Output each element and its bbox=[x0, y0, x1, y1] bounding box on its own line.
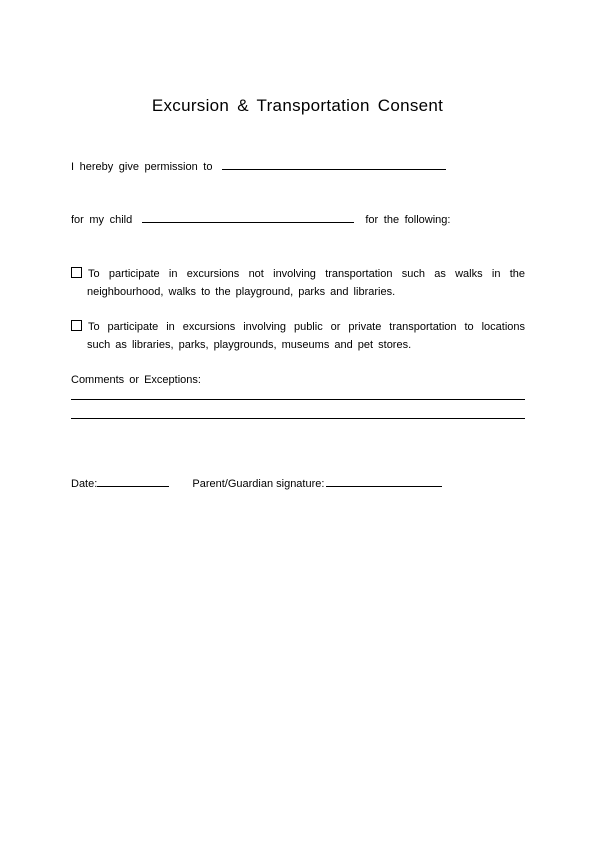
signature-row bbox=[71, 478, 442, 490]
option-with-transportation bbox=[71, 318, 525, 354]
child-suffix-text: for the following: bbox=[365, 214, 451, 226]
comments-label: Comments or Exceptions: bbox=[71, 374, 201, 386]
permission-text: I hereby give permission to bbox=[71, 161, 213, 173]
child-prefix-text: for my child bbox=[71, 214, 133, 226]
date-label: Date: bbox=[71, 478, 98, 490]
option-2-line-1: To participate in excursions involving public or private transportation to locations bbox=[88, 321, 525, 333]
option-2-line-2: such as libraries, parks, playgrounds, museums and pet stores. bbox=[87, 339, 412, 351]
checkbox-no-transportation[interactable] bbox=[71, 267, 82, 278]
provider-name-field[interactable] bbox=[222, 168, 446, 170]
child-line bbox=[71, 214, 450, 226]
option-1-line-2: neighbourhood, walks to the playground, parks and libraries. bbox=[87, 286, 396, 298]
page-title: Excursion & Transportation Consent bbox=[151, 96, 444, 115]
signature-field[interactable] bbox=[326, 485, 442, 487]
child-name-field[interactable] bbox=[142, 221, 354, 223]
option-no-transportation bbox=[71, 265, 525, 301]
option-1-line-1: To participate in excursions not involving transportation such as walks in the bbox=[88, 268, 525, 280]
permission-line bbox=[71, 161, 446, 173]
signature-label: Parent/Guardian signature: bbox=[192, 478, 325, 490]
date-field[interactable] bbox=[97, 485, 169, 487]
checkbox-with-transportation[interactable] bbox=[71, 320, 82, 331]
comments-line-1[interactable] bbox=[71, 399, 525, 400]
comments-line-2[interactable] bbox=[71, 418, 525, 419]
